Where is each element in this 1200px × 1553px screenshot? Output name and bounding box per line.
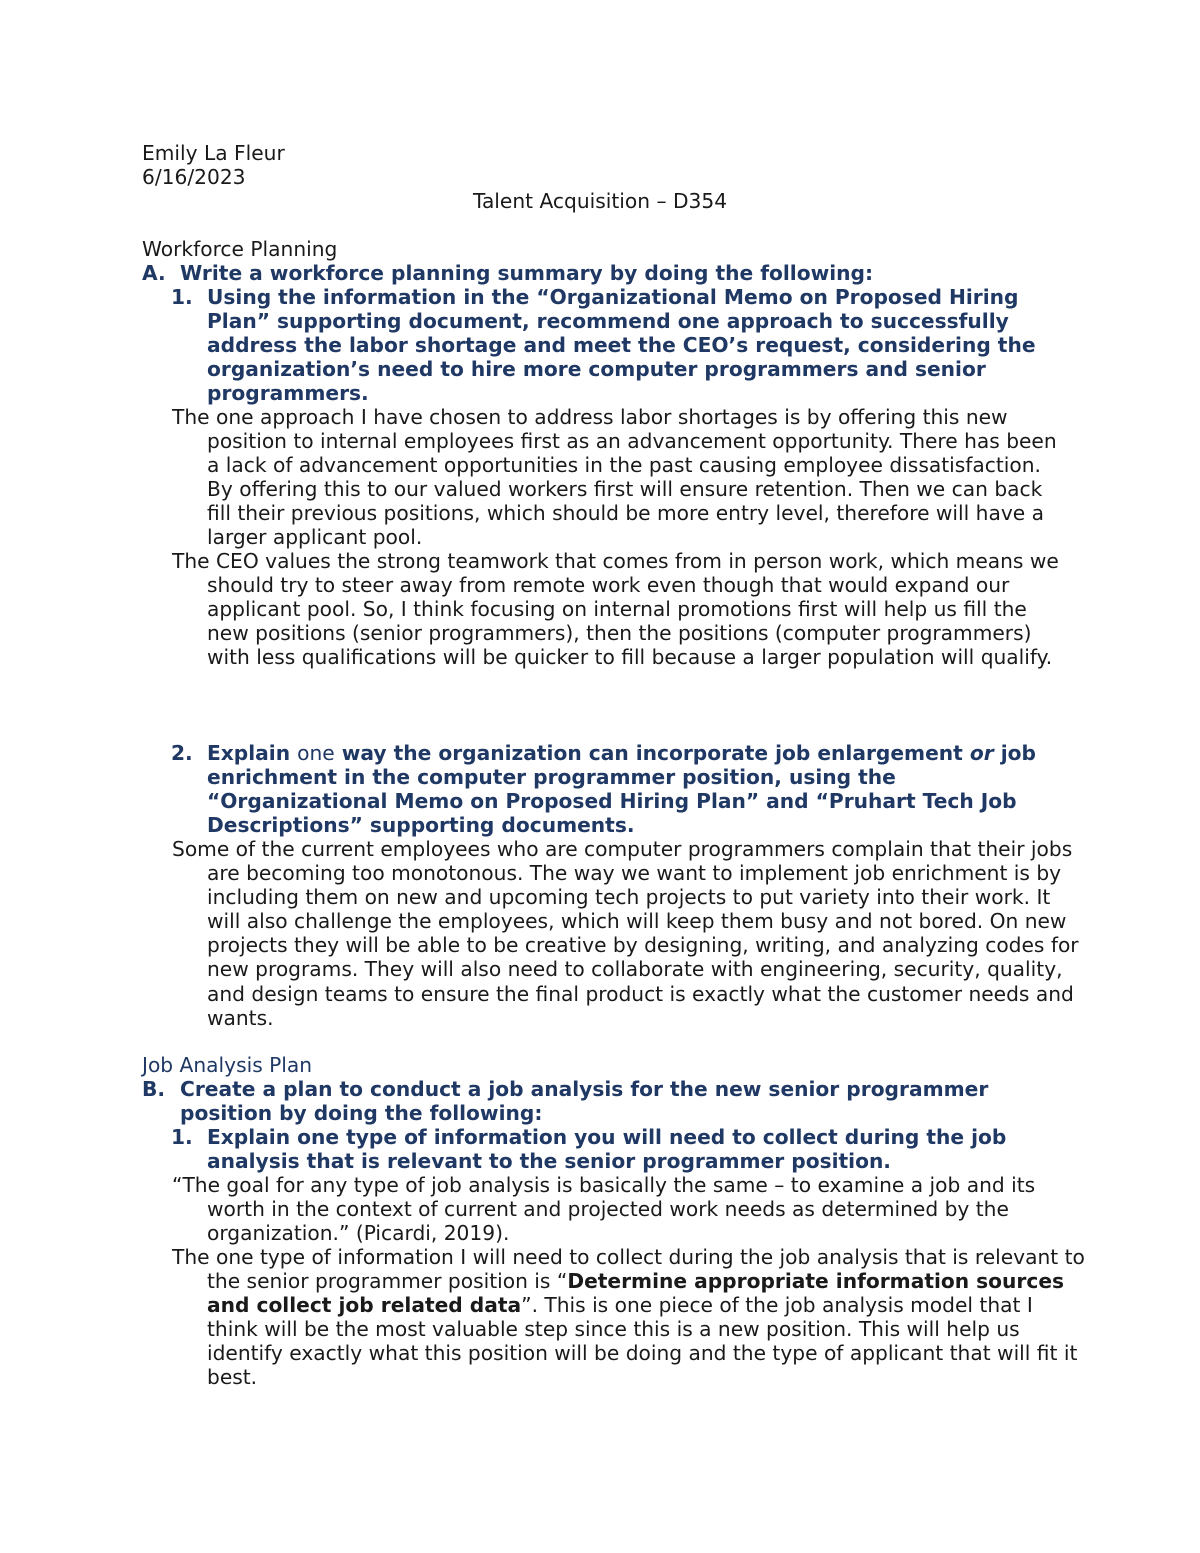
document-title: Talent Acquisition – D354 (472, 189, 728, 213)
question-b1-number: 1. (171, 1125, 193, 1149)
question-b1 (171, 1125, 1047, 1174)
question-a2-text-start: Explain (207, 741, 291, 765)
section-heading-job-analysis: Job Analysis Plan (142, 1053, 313, 1077)
question-a2-text-end: job enrichment in the computer programmer position, using the “Organizational Memo on Proposed Hiring Plan” and “Pruhart Tech Job Descriptions” supporting documents. (207, 741, 1036, 838)
question-a2-or: or (969, 741, 994, 765)
document-date: 6/16/2023 (142, 165, 246, 189)
author-name: Emily La Fleur (142, 141, 285, 165)
question-a1-text: Using the information in the “Organizational Memo on Proposed Hiring Plan” supporting document, recommend one approach to successfully address the labor shortage and meet the CEO’s request, considering the organization’s need to hire more computer programmers and senior programmers. (207, 285, 1036, 406)
answer-b1-bold: Determine appropriate information sources and collect job related data (207, 1269, 1065, 1318)
answer-a2: Some of the current employees who are computer programmers complain that their jobs are becoming too monotonous. The way we want to implement job enrichment is by including them on new and upcoming tech projects to put variety into their work. It will also challenge the employees, which will keep them busy and not bored. On new projects they will be able to be creative by designing, writing, and analyzing codes for new programs. They will also need to collaborate with engineering, security, quality, and design teams to ensure the final product is exactly what the customer needs and wants. (172, 837, 1079, 1030)
section-heading-workforce: Workforce Planning (142, 237, 338, 261)
question-b1-text: Explain one type of information you will need to collect during the job analysis that is relevant to the senior programmer position. (207, 1125, 1007, 1174)
answer-a1-paragraph-1: The one approach I have chosen to address labor shortages is by offering this new position to internal employees first as an advancement opportunity. There has been a lack of advancement opportunities in the past causing employee dissatisfaction. By offering this to our valued workers first will ensure retention. Then we can back fill their previous positions, which should be more entry level, therefore will have a larger applicant pool. (172, 405, 1057, 550)
item-b-text: Create a plan to conduct a job analysis for the new senior programmer position by doing the following: (180, 1077, 989, 1126)
answer-a1-paragraph-2: The CEO values the strong teamwork that comes from in person work, which means we should try to steer away from remote work even though that would expand our applicant pool. So, I think focusing on internal promotions first will help us fill the new positions (senior programmers), then the positions (computer programmers) with less qualifications will be quicker to fill because a larger population will qualify. (172, 549, 1059, 670)
answer-b1-start: The one type of information I will need to collect during the job analysis that is relevant to the senior programmer position is “ (172, 1245, 1085, 1294)
question-a2-one: one (297, 741, 335, 765)
question-a1-number: 1. (171, 285, 193, 309)
answer-b1-end: ”. This is one piece of the job analysis model that I think will be the most valuable step since this is a new position. This will help us identify exactly what this position will be doing and the type of applicant that will fit it best. (207, 1293, 1078, 1390)
answer-b1 (172, 1245, 1087, 1390)
question-a2-number: 2. (171, 741, 193, 765)
item-a-text: Write a workforce planning summary by doing the following: (180, 261, 874, 285)
question-a2-text-middle: way the organization can incorporate job enlargement (341, 741, 963, 765)
question-a2 (171, 741, 1067, 838)
item-a-letter: A. (142, 261, 166, 285)
question-a1 (171, 285, 1067, 406)
citation-quote: “The goal for any type of job analysis is basically the same – to examine a job and its worth in the context of current and projected work needs as determined by the organization.” (Picardi, 2019). (172, 1173, 1036, 1246)
item-b-letter: B. (142, 1077, 166, 1101)
